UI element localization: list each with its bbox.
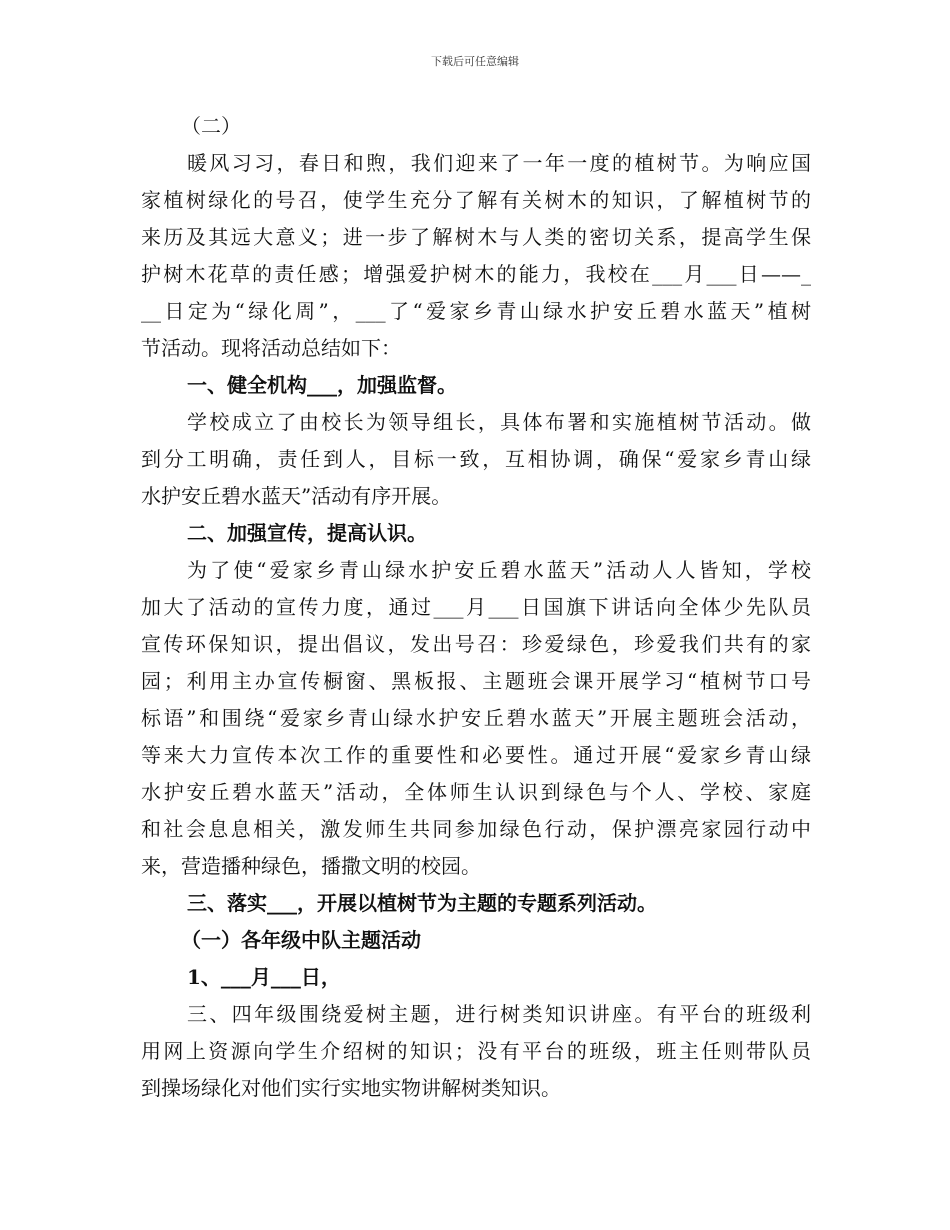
paragraph-line: 水护安丘碧水蓝天”活动，全体师生认识到绿色与个人、学校、家庭	[141, 780, 811, 804]
paragraph-line: 节活动。现将活动总结如下：	[141, 336, 401, 360]
paragraph-line: 水护安丘碧水蓝天”活动有序开展。	[141, 484, 452, 508]
section-heading: 三、落实___，开展以植树节为主题的专题系列活动。	[187, 891, 657, 915]
paragraph-line: 家植树绿化的号召，使学生充分了解有关树木的知识，了解植树节的	[141, 188, 811, 212]
header-note: 下载后可任意编辑	[431, 55, 519, 68]
subsection-heading: （一）各年级中队主题活动	[181, 928, 421, 952]
paragraph-line: 用网上资源向学生介绍树的知识；没有平台的班级，班主任则带队员	[141, 1039, 811, 1063]
paragraph-line: 到操场绿化对他们实行实地实物讲解树类知识。	[141, 1076, 561, 1100]
paragraph-line: 和社会息息相关，激发师生共同参加绿色行动，保护漂亮家园行动中	[141, 817, 811, 841]
section-heading: 二、加强宣传，提高认识。	[187, 521, 427, 545]
section-marker: （二）	[181, 114, 241, 138]
paragraph-line: 园；利用主办宣传橱窗、黑板报、主题班会课开展学习“植树节口号	[141, 669, 811, 693]
paragraph-line: 等来大力宣传本次工作的重要性和必要性。通过开展“爱家乡青山绿	[141, 743, 811, 767]
document-body	[141, 108, 811, 1107]
section-heading: 一、健全机构___，加强监督。	[187, 373, 457, 397]
paragraph-line: 为了使“爱家乡青山绿水护安丘碧水蓝天”活动人人皆知，学校	[187, 558, 811, 582]
paragraph-line: 护树木花草的责任感；增强爱护树木的能力，我校在___月___日——_	[141, 262, 811, 286]
paragraph-line: 标语”和围绕“爱家乡青山绿水护安丘碧水蓝天”开展主题班会活动，	[141, 706, 811, 730]
paragraph-line: 三、四年级围绕爱树主题，进行树类知识讲座。有平台的班级利	[187, 1002, 811, 1026]
paragraph-line: 来，营造播种绿色，播撒文明的校园。	[141, 854, 481, 878]
paragraph-line: 加大了活动的宣传力度，通过___月___日国旗下讲话向全体少先队员	[141, 595, 811, 619]
paragraph-line: 学校成立了由校长为领导组长，具体布署和实施植树节活动。做	[187, 410, 811, 434]
item-heading: 1、___月___日，	[187, 965, 341, 989]
paragraph-line: __日定为“绿化周”，___了“爱家乡青山绿水护安丘碧水蓝天”植树	[141, 299, 811, 323]
paragraph-line: 宣传环保知识，提出倡议，发出号召：珍爱绿色，珍爱我们共有的家	[141, 632, 811, 656]
paragraph-line: 到分工明确，责任到人，目标一致，互相协调，确保“爱家乡青山绿	[141, 447, 811, 471]
paragraph-line: 来历及其远大意义；进一步了解树木与人类的密切关系，提高学生保	[141, 225, 811, 249]
paragraph-line: 暖风习习，春日和煦，我们迎来了一年一度的植树节。为响应国	[187, 151, 811, 175]
